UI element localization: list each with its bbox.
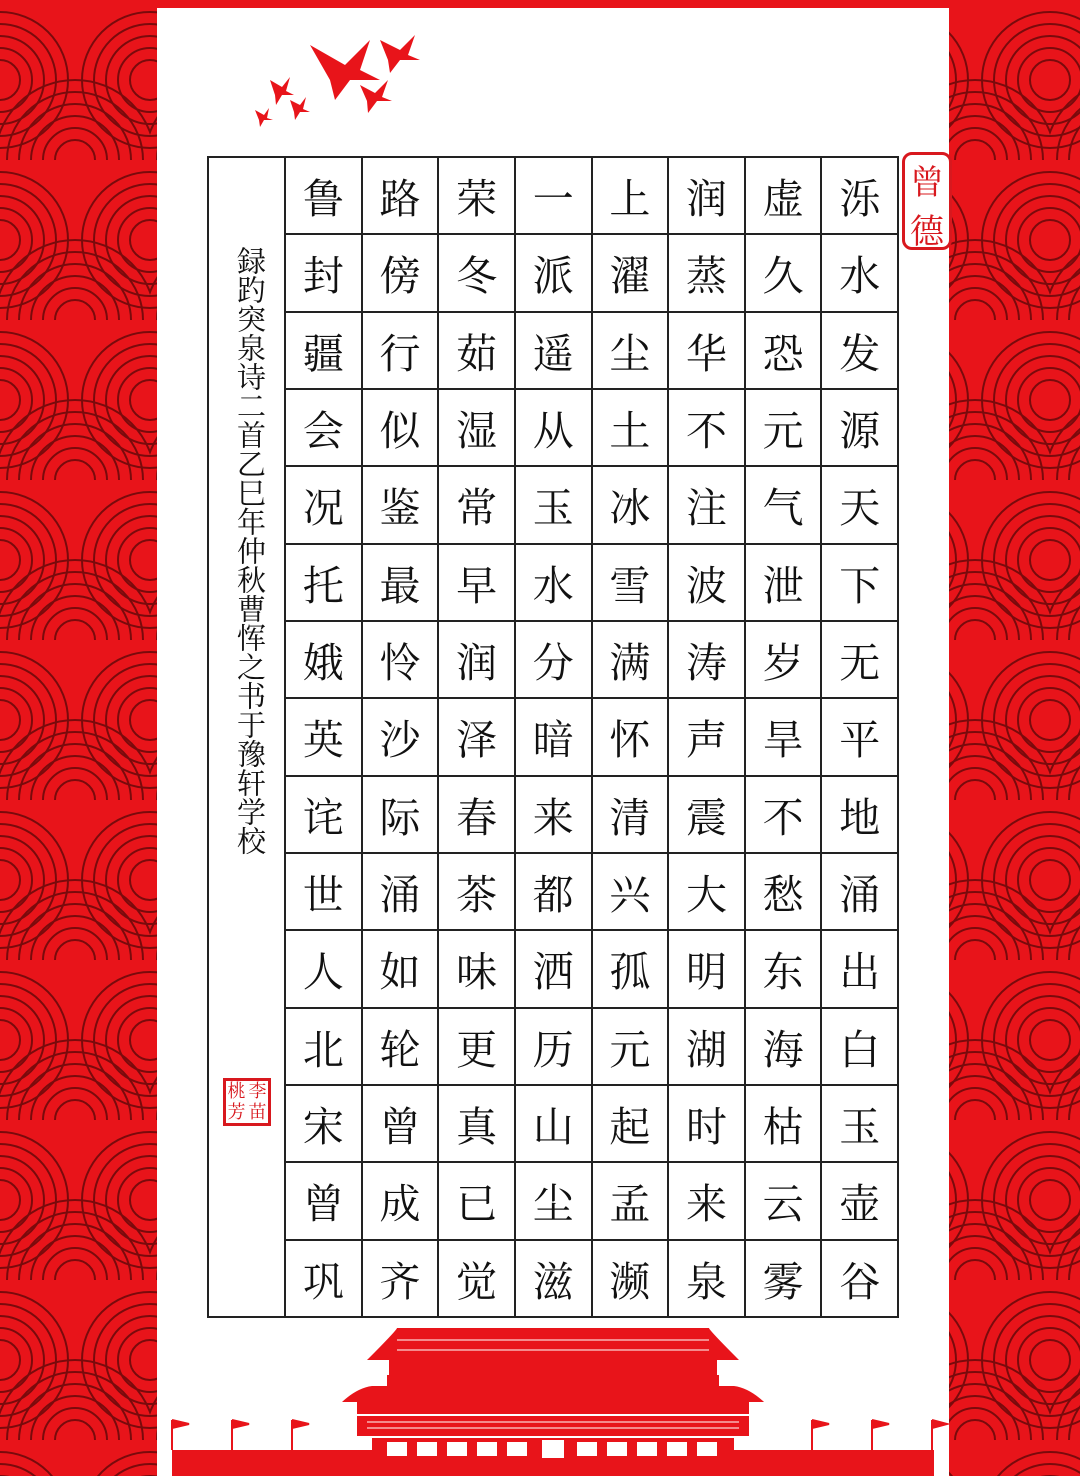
poem-character: 泽	[439, 699, 514, 776]
poem-character: 况	[286, 467, 361, 544]
poem-character: 水	[822, 235, 897, 312]
poem-column	[669, 158, 746, 1316]
poem-character: 娥	[286, 622, 361, 699]
poem-character: 封	[286, 235, 361, 312]
poem-character: 派	[516, 235, 591, 312]
poem-character: 沙	[363, 699, 438, 776]
poem-character: 雾	[762, 1257, 804, 1306]
poem-character: 常	[439, 467, 514, 544]
poem-character: 鉴	[363, 467, 438, 544]
poem-character: 注	[669, 467, 744, 544]
poem-character: 雪	[593, 545, 668, 622]
poem-character: 虚	[746, 158, 821, 235]
poem-character: 分	[516, 622, 591, 699]
poem-character: 云	[746, 1163, 821, 1240]
poem-character: 涌	[822, 854, 897, 931]
poem-character: 茹	[439, 313, 514, 390]
poem-character: 茶	[439, 854, 514, 931]
seal-char: 李	[248, 1080, 267, 1102]
poem-character: 怀	[593, 699, 668, 776]
poem-character: 曾	[363, 1086, 438, 1163]
flying-doves-icon	[250, 25, 430, 135]
poem-character: 润	[669, 158, 744, 235]
poem-character: 更	[439, 1009, 514, 1086]
poem-character: 震	[669, 777, 744, 854]
calligraphy-grid	[207, 156, 899, 1318]
poem-character: 成	[363, 1163, 438, 1240]
poem-column	[439, 158, 516, 1316]
poem-character: 冰	[593, 467, 668, 544]
poem-column	[286, 158, 363, 1316]
poem-column	[822, 158, 897, 1316]
poem-character: 泄	[746, 545, 821, 622]
poem-character: 尘	[516, 1163, 591, 1240]
poem-character: 波	[669, 545, 744, 622]
poem-character: 来	[516, 777, 591, 854]
poem-columns	[286, 158, 897, 1316]
poem-character: 起	[593, 1086, 668, 1163]
poem-character: 似	[363, 390, 438, 467]
poem-character: 泉	[685, 1257, 727, 1306]
poem-character: 暗	[516, 699, 591, 776]
poem-character: 濒	[609, 1257, 651, 1306]
poem-character: 濯	[593, 235, 668, 312]
poem-character: 春	[439, 777, 514, 854]
poem-character: 久	[746, 235, 821, 312]
poem-character: 时	[669, 1086, 744, 1163]
poem-character: 无	[822, 622, 897, 699]
poem-character: 东	[746, 931, 821, 1008]
poem-character: 玉	[822, 1086, 897, 1163]
poem-character: 枯	[746, 1086, 821, 1163]
poem-character: 满	[593, 622, 668, 699]
poem-character: 源	[822, 390, 897, 467]
poem-character: 湿	[439, 390, 514, 467]
poem-character: 北	[286, 1009, 361, 1086]
poem-character: 泺	[822, 158, 897, 235]
poem-character: 宋	[286, 1086, 361, 1163]
poem-character: 声	[669, 699, 744, 776]
poem-column	[363, 158, 440, 1316]
poem-character: 历	[516, 1009, 591, 1086]
poem-character: 托	[286, 545, 361, 622]
poem-character: 齐	[379, 1257, 421, 1306]
poem-character: 巩	[302, 1257, 344, 1306]
poem-character: 觉	[456, 1257, 498, 1306]
poem-character: 冬	[439, 235, 514, 312]
poem-character: 疆	[286, 313, 361, 390]
poem-character: 怜	[363, 622, 438, 699]
seal-char: 苗	[248, 1101, 267, 1123]
seal-char: 芳	[227, 1101, 246, 1123]
seal-char: 德	[910, 212, 944, 252]
poem-character: 明	[669, 931, 744, 1008]
poem-character: 发	[822, 313, 897, 390]
small-seal	[223, 1078, 271, 1126]
inscription-column	[209, 158, 286, 1316]
poem-character: 旱	[746, 699, 821, 776]
poem-character: 最	[363, 545, 438, 622]
poem-character: 滋	[532, 1257, 574, 1306]
poem-character: 上	[593, 158, 668, 235]
poem-character: 曾	[286, 1163, 361, 1240]
poem-character: 海	[746, 1009, 821, 1086]
poem-character: 华	[669, 313, 744, 390]
palace-icon	[157, 1320, 949, 1476]
poem-character: 英	[286, 699, 361, 776]
name-seal	[902, 152, 952, 250]
poem-character: 世	[286, 854, 361, 931]
poem-character: 岁	[746, 622, 821, 699]
poem-character: 水	[516, 545, 591, 622]
poem-character: 壶	[822, 1163, 897, 1240]
poem-character: 味	[439, 931, 514, 1008]
poem-character: 傍	[363, 235, 438, 312]
poem-character: 平	[822, 699, 897, 776]
poem-character: 蒸	[669, 235, 744, 312]
poem-character: 从	[516, 390, 591, 467]
poem-character: 谷	[839, 1257, 881, 1306]
poem-character: 会	[286, 390, 361, 467]
poem-character: 来	[669, 1163, 744, 1240]
poem-character: 行	[363, 313, 438, 390]
poem-character: 清	[593, 777, 668, 854]
poem-character: 人	[286, 931, 361, 1008]
poem-character: 鲁	[286, 158, 361, 235]
poem-character: 土	[593, 390, 668, 467]
poem-character: 润	[439, 622, 514, 699]
poem-character: 早	[439, 545, 514, 622]
poem-character: 洒	[516, 931, 591, 1008]
poem-character: 孟	[593, 1163, 668, 1240]
poem-character: 地	[822, 777, 897, 854]
poem-character: 荣	[439, 158, 514, 235]
poem-character: 天	[822, 467, 897, 544]
poem-character: 兴	[593, 854, 668, 931]
poem-character: 白	[822, 1009, 897, 1086]
seal-char: 桃	[227, 1080, 246, 1102]
poem-character: 玉	[516, 467, 591, 544]
poem-character: 涛	[669, 622, 744, 699]
poem-character: 诧	[286, 777, 361, 854]
poem-character: 恐	[746, 313, 821, 390]
poem-character: 下	[822, 545, 897, 622]
poem-character: 已	[439, 1163, 514, 1240]
poem-character: 大	[669, 854, 744, 931]
seal-char: 曾	[910, 163, 944, 203]
poem-character: 元	[593, 1009, 668, 1086]
poem-character: 轮	[363, 1009, 438, 1086]
poem-character: 尘	[593, 313, 668, 390]
poem-column	[516, 158, 593, 1316]
poem-character: 如	[363, 931, 438, 1008]
poem-character: 气	[746, 467, 821, 544]
poem-character: 涌	[363, 854, 438, 931]
poem-column	[746, 158, 823, 1316]
poem-character: 山	[516, 1086, 591, 1163]
poem-character: 都	[516, 854, 591, 931]
poem-character: 不	[746, 777, 821, 854]
poem-character: 际	[363, 777, 438, 854]
poem-character: 元	[746, 390, 821, 467]
poem-character: 不	[669, 390, 744, 467]
inscription-text: 録趵突泉诗二首乙巳年仲秋曹恽之书于豫轩学校	[233, 246, 267, 855]
poem-character: 一	[516, 158, 591, 235]
poem-column	[593, 158, 670, 1316]
poem-character: 真	[439, 1086, 514, 1163]
poem-character: 路	[363, 158, 438, 235]
poem-character: 愁	[746, 854, 821, 931]
poem-character: 孤	[593, 931, 668, 1008]
poem-character: 出	[822, 931, 897, 1008]
poem-character: 遥	[516, 313, 591, 390]
poem-character: 湖	[669, 1009, 744, 1086]
